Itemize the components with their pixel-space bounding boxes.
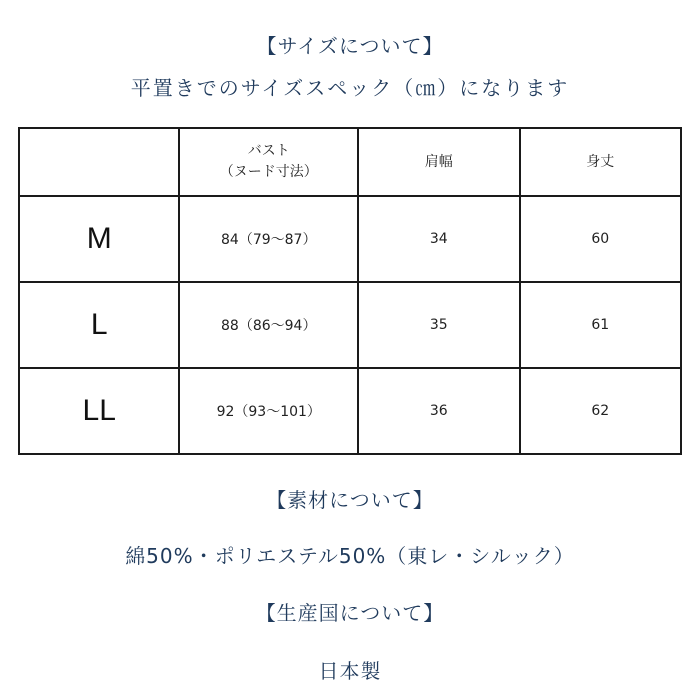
bust-value: 88（86～94） bbox=[179, 282, 358, 368]
shoulder-value: 36 bbox=[358, 368, 519, 454]
bust-value: 92（93～101） bbox=[179, 368, 358, 454]
size-label: LL bbox=[19, 368, 179, 454]
header-size bbox=[19, 128, 179, 196]
origin-text: 日本製 bbox=[318, 659, 382, 683]
origin-heading: 【生産国について】 bbox=[255, 601, 445, 625]
size-label: M bbox=[19, 196, 179, 282]
length-value: 61 bbox=[520, 282, 682, 368]
table-row bbox=[19, 196, 681, 282]
length-value: 62 bbox=[520, 368, 682, 454]
shoulder-value: 34 bbox=[358, 196, 519, 282]
size-spec-table bbox=[18, 127, 682, 455]
header-shoulder: 肩幅 bbox=[358, 128, 519, 196]
material-heading: 【素材について】 bbox=[266, 488, 434, 512]
shoulder-value: 35 bbox=[358, 282, 519, 368]
size-heading: 【サイズについて】 bbox=[256, 34, 444, 58]
header-bust bbox=[179, 128, 358, 196]
bust-value: 84（79～87） bbox=[179, 196, 358, 282]
table-header-row bbox=[19, 128, 681, 196]
size-subheading: 平置きでのサイズスペック（㎝）になります bbox=[130, 76, 570, 100]
length-value: 60 bbox=[520, 196, 682, 282]
table-row bbox=[19, 368, 681, 454]
size-label: L bbox=[19, 282, 179, 368]
material-text: 綿50%・ポリエステル50%（東レ・シルック） bbox=[125, 544, 575, 568]
header-bust-note: （ヌード寸法） bbox=[219, 164, 318, 180]
table-row bbox=[19, 282, 681, 368]
header-bust-label: バスト bbox=[247, 143, 290, 159]
header-length: 身丈 bbox=[520, 128, 682, 196]
